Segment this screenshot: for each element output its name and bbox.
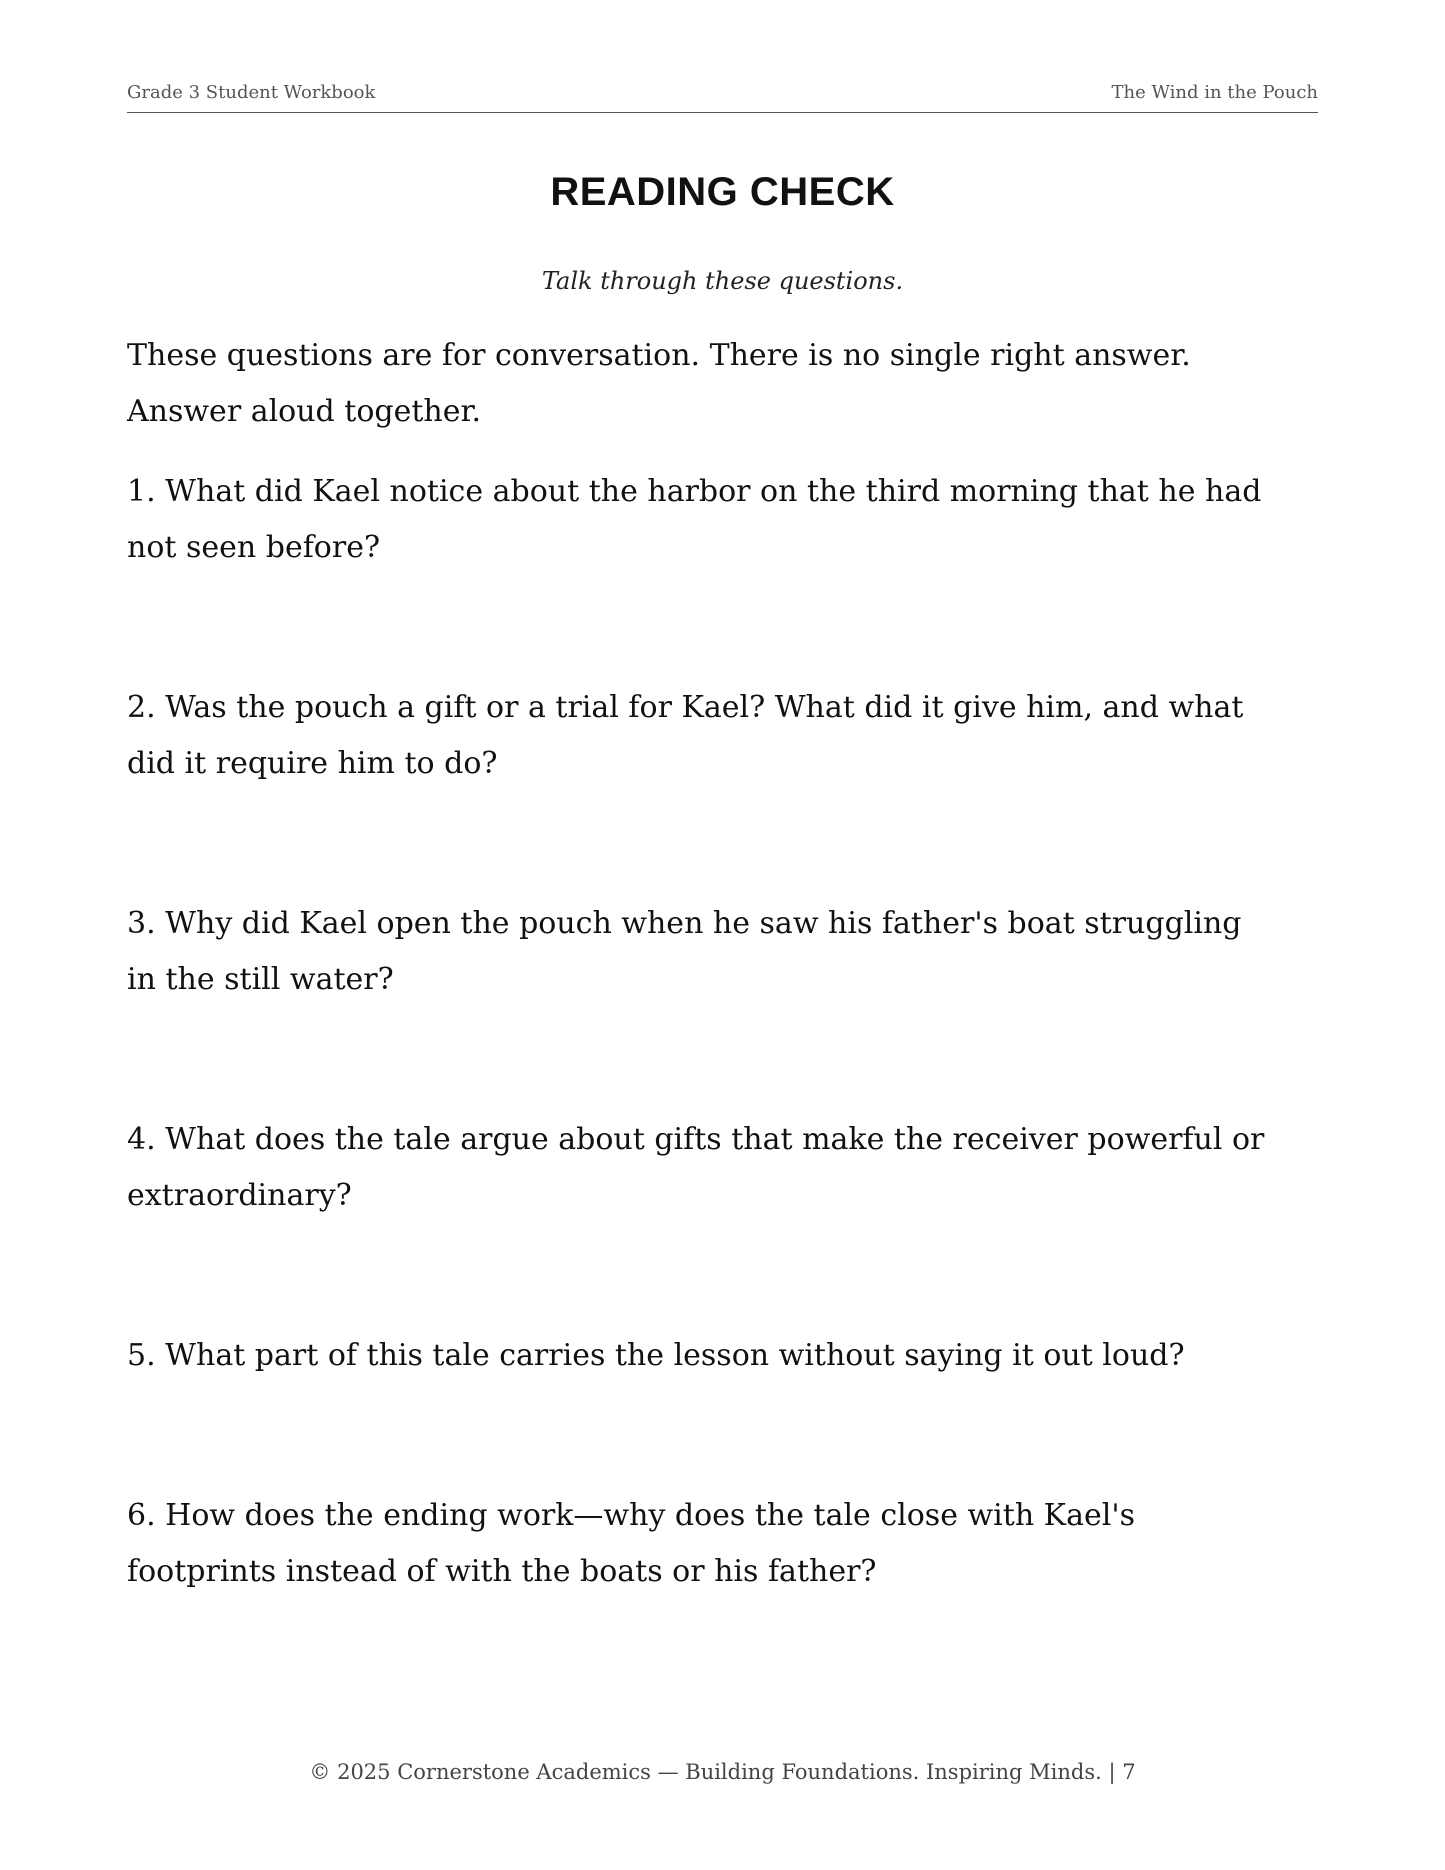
page-footer: © 2025 Cornerstone Academics — Building Foundations. Inspiring Minds. | 7 xyxy=(309,1760,1136,1784)
intro-paragraph: These questions are for conversation. There is no single right answer. Answer aloud together. xyxy=(127,338,1191,429)
page-header xyxy=(127,82,1318,113)
header-workbook-name: Grade 3 Student Workbook xyxy=(127,82,376,103)
question-5: 5. What part of this tale carries the lesson without saying it out loud? xyxy=(127,1338,1185,1373)
question-6: 6. How does the ending work—why does the tale close with Kael's footprints instead of with the boats or his father? xyxy=(127,1498,1135,1589)
header-story-title: The Wind in the Pouch xyxy=(1111,82,1318,103)
question-2: 2. Was the pouch a gift or a trial for Kael? What did it give him, and what did it require him to do? xyxy=(127,690,1244,781)
question-3: 3. Why did Kael open the pouch when he saw his father's boat struggling in the still water? xyxy=(127,906,1242,997)
page-title: READING CHECK xyxy=(550,170,895,214)
question-1: 1. What did Kael notice about the harbor on the third morning that he had not seen before? xyxy=(127,474,1262,565)
question-4: 4. What does the tale argue about gifts that make the receiver powerful or extraordinary? xyxy=(127,1122,1265,1213)
instructions-subtitle: Talk through these questions. xyxy=(541,267,904,295)
